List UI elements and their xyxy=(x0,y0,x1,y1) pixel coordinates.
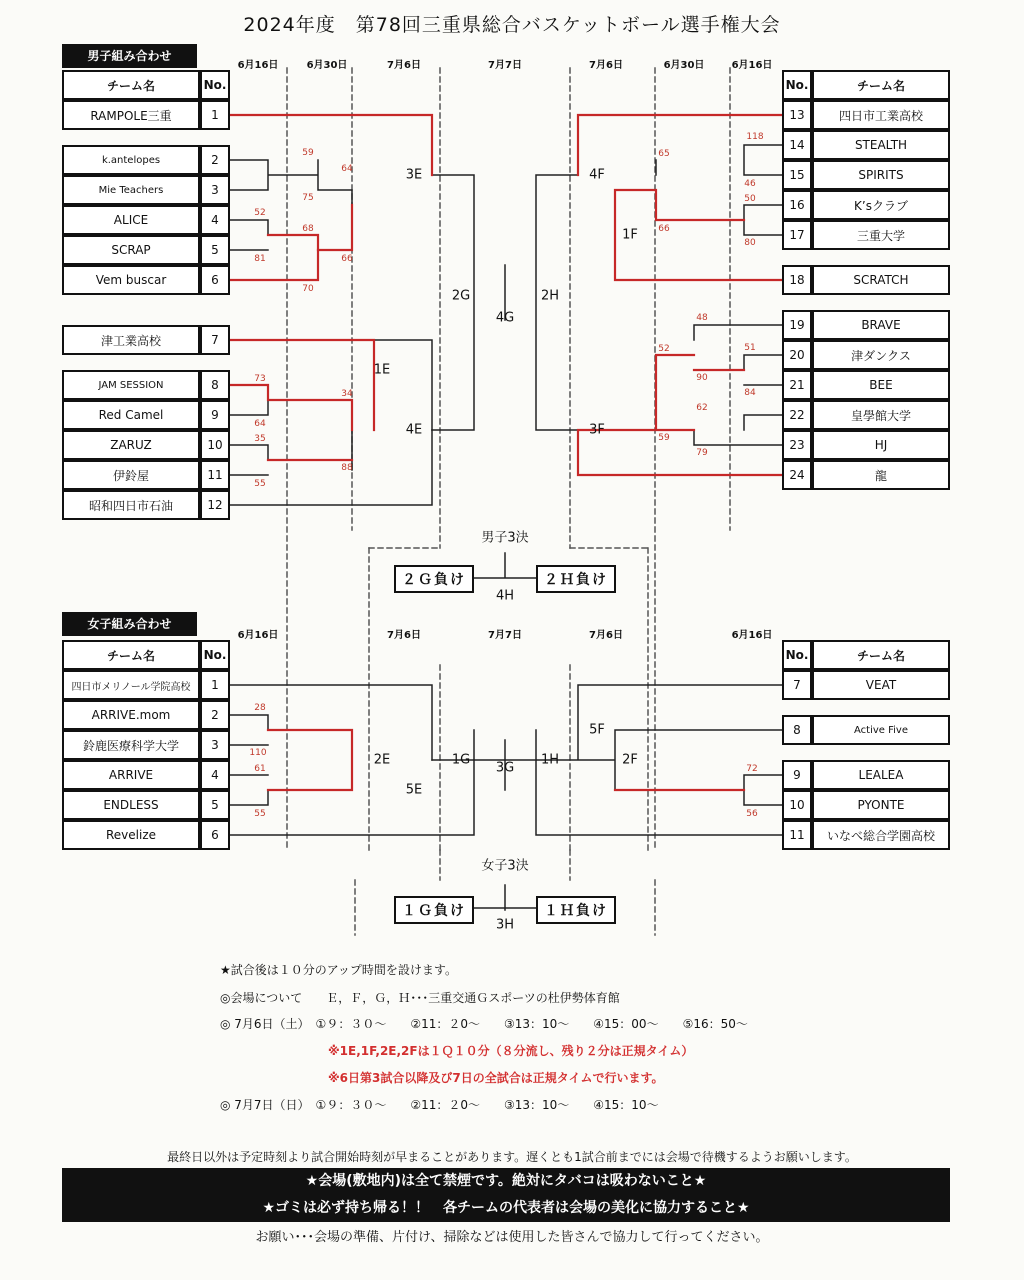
team-number: 22 xyxy=(782,400,812,430)
team-name: 津ダンクス xyxy=(812,340,950,370)
match-label: 4H xyxy=(495,588,515,604)
column-header-no: No. xyxy=(200,640,230,670)
team-name: 皇學館大学 xyxy=(812,400,950,430)
score: 65 xyxy=(658,149,670,159)
men-third-right-box: ２Ｈ負け xyxy=(536,565,616,593)
notice-early-start: 最終日以外は予定時刻より試合開始時刻が早まることがあります。遅くとも1試合前までには会場で待機するようお願いします。 xyxy=(167,1150,857,1164)
score: 34 xyxy=(341,389,353,399)
note-red-1: ※1E,1F,2E,2Fは１Ｑ１０分（８分流し、残り２分は正規タイム） xyxy=(328,1044,694,1058)
score: 59 xyxy=(302,148,314,158)
score: 66 xyxy=(341,254,353,264)
date-label: 7月6日 xyxy=(589,630,623,641)
team-number: 1 xyxy=(200,670,230,700)
match-label: 1E xyxy=(373,362,391,378)
team-name: JAM SESSION xyxy=(62,370,200,400)
score: 70 xyxy=(302,284,314,294)
match-label: 1H xyxy=(540,752,560,768)
team-name: LEALEA xyxy=(812,760,950,790)
team-number: 8 xyxy=(782,715,812,745)
score: 72 xyxy=(746,764,758,774)
match-label: 5E xyxy=(405,782,423,798)
date-label: 6月16日 xyxy=(731,60,773,71)
note-venue: ◎会場について Ｅ，Ｆ，Ｇ，Ｈ･･･三重交通Ｇスポーツの杜伊勢体育館 xyxy=(220,991,620,1005)
column-header-name: チーム名 xyxy=(62,640,200,670)
team-number: 3 xyxy=(200,730,230,760)
team-number: 12 xyxy=(200,490,230,520)
team-name: BEE xyxy=(812,370,950,400)
team-number: 9 xyxy=(782,760,812,790)
column-header-name: チーム名 xyxy=(812,640,950,670)
team-number: 11 xyxy=(200,460,230,490)
date-label: 7月6日 xyxy=(387,60,421,71)
women-third-left-box: １Ｇ負け xyxy=(394,896,474,924)
score: 75 xyxy=(302,193,314,203)
score: 79 xyxy=(696,448,708,458)
team-number: 9 xyxy=(200,400,230,430)
match-label: 4F xyxy=(589,167,605,183)
team-name: 龍 xyxy=(812,460,950,490)
team-name: ARRIVE xyxy=(62,760,200,790)
date-label: 7月7日 xyxy=(488,60,522,71)
team-name: ARRIVE.mom xyxy=(62,700,200,730)
team-name: 四日市メリノール学院高校 xyxy=(62,670,200,700)
team-number: 5 xyxy=(200,790,230,820)
team-number: 11 xyxy=(782,820,812,850)
date-label: 6月16日 xyxy=(731,630,773,641)
score: 81 xyxy=(254,254,266,264)
team-name: 伊鈴屋 xyxy=(62,460,200,490)
match-label: 3H xyxy=(495,917,515,933)
team-name: Vem buscar xyxy=(62,265,200,295)
men-section-header: 男子組み合わせ xyxy=(62,44,197,68)
score: 88 xyxy=(341,463,353,473)
request-line: お願い･･･会場の準備、片付け、掃除などは使用した皆さんで協力して行ってください。 xyxy=(255,1230,769,1245)
team-name: SCRATCH xyxy=(812,265,950,295)
team-number: 10 xyxy=(200,430,230,460)
team-number: 4 xyxy=(200,205,230,235)
team-number: 10 xyxy=(782,790,812,820)
score: 55 xyxy=(254,809,266,819)
date-label: 6月30日 xyxy=(663,60,705,71)
match-label: 5F xyxy=(589,722,605,738)
team-name: 昭和四日市石油 xyxy=(62,490,200,520)
score: 61 xyxy=(254,764,266,774)
women-section-header: 女子組み合わせ xyxy=(62,612,197,636)
team-number: 19 xyxy=(782,310,812,340)
rules-banner xyxy=(62,1168,950,1222)
men-third-place-title: 男子3決 xyxy=(481,530,529,546)
team-name: Active Five xyxy=(812,715,950,745)
team-number: 6 xyxy=(200,820,230,850)
team-name: Red Camel xyxy=(62,400,200,430)
team-name: いなべ総合学園高校 xyxy=(812,820,950,850)
men-third-left-box: ２Ｇ負け xyxy=(394,565,474,593)
column-header-name: チーム名 xyxy=(62,70,200,100)
score: 51 xyxy=(744,343,756,353)
team-name: ALICE xyxy=(62,205,200,235)
team-name: K’sクラブ xyxy=(812,190,950,220)
match-label: 2E xyxy=(373,752,391,768)
team-name: Revelize xyxy=(62,820,200,850)
score: 56 xyxy=(746,809,758,819)
note-july7-schedule: ◎ 7月7日（日） ①９：３０～ ②11：２0～ ③13：10～ ④15：10～ xyxy=(220,1098,659,1112)
team-name: 津工業高校 xyxy=(62,325,200,355)
date-label: 7月7日 xyxy=(488,630,522,641)
team-name: HJ xyxy=(812,430,950,460)
score: 52 xyxy=(254,208,266,218)
team-name: k.antelopes xyxy=(62,145,200,175)
team-number: 18 xyxy=(782,265,812,295)
team-number: 4 xyxy=(200,760,230,790)
date-label: 6月16日 xyxy=(237,630,279,641)
team-number: 21 xyxy=(782,370,812,400)
score: 59 xyxy=(658,433,670,443)
column-header-no: No. xyxy=(782,640,812,670)
team-name: Mie Teachers xyxy=(62,175,200,205)
team-number: 6 xyxy=(200,265,230,295)
note-warmup: ★試合後は１０分のアップ時間を設けます。 xyxy=(220,963,457,977)
score: 62 xyxy=(696,403,708,413)
score: 118 xyxy=(746,132,764,142)
score: 110 xyxy=(249,748,267,758)
page-title: 2024年度 第78回三重県総合バスケットボール選手権大会 xyxy=(243,14,781,36)
match-label: 2G xyxy=(451,288,471,304)
team-name: BRAVE xyxy=(812,310,950,340)
match-label: 2H xyxy=(540,288,560,304)
score: 52 xyxy=(658,344,670,354)
team-name: 四日市工業高校 xyxy=(812,100,950,130)
date-label: 6月30日 xyxy=(306,60,348,71)
team-name: ZARUZ xyxy=(62,430,200,460)
date-label: 7月6日 xyxy=(589,60,623,71)
match-label: 3F xyxy=(589,422,605,438)
team-number: 8 xyxy=(200,370,230,400)
score: 84 xyxy=(744,388,756,398)
date-label: 6月16日 xyxy=(237,60,279,71)
score: 50 xyxy=(744,194,756,204)
score: 90 xyxy=(696,373,708,383)
team-name: VEAT xyxy=(812,670,950,700)
match-label: 1F xyxy=(622,227,638,243)
team-number: 2 xyxy=(200,700,230,730)
team-name: RAMPOLE三重 xyxy=(62,100,200,130)
team-number: 5 xyxy=(200,235,230,265)
match-label: 4E xyxy=(405,422,423,438)
rules-banner-line2: ★ゴミは必ず持ち帰る！！ 各チームの代表者は会場の美化に協力すること★ xyxy=(262,1200,750,1216)
team-number: 15 xyxy=(782,160,812,190)
women-third-place-title: 女子3決 xyxy=(481,858,529,874)
rules-banner-line1: ★会場(敷地内)は全て禁煙です。絶対にタバコは吸わないこと★ xyxy=(305,1173,707,1189)
team-number: 14 xyxy=(782,130,812,160)
team-name: STEALTH xyxy=(812,130,950,160)
team-number: 23 xyxy=(782,430,812,460)
match-label: 3E xyxy=(405,167,423,183)
team-number: 1 xyxy=(200,100,230,130)
score: 55 xyxy=(254,479,266,489)
women-third-right-box: １Ｈ負け xyxy=(536,896,616,924)
match-label: 1G xyxy=(451,752,471,768)
score: 64 xyxy=(254,419,266,429)
team-name: SPIRITS xyxy=(812,160,950,190)
team-name: 三重大学 xyxy=(812,220,950,250)
score: 48 xyxy=(696,313,708,323)
team-name: 鈴鹿医療科学大学 xyxy=(62,730,200,760)
score: 66 xyxy=(658,224,670,234)
team-number: 2 xyxy=(200,145,230,175)
date-label: 7月6日 xyxy=(387,630,421,641)
match-label: 4G xyxy=(495,310,515,326)
team-number: 24 xyxy=(782,460,812,490)
team-name: ENDLESS xyxy=(62,790,200,820)
team-number: 20 xyxy=(782,340,812,370)
score: 46 xyxy=(744,179,756,189)
note-july6-schedule: ◎ 7月6日（土） ①９：３０～ ②11：２0～ ③13：10～ ④15：00～ ⑤16：50～ xyxy=(220,1017,748,1031)
note-red-2: ※6日第3試合以降及び7日の全試合は正規タイムで行います。 xyxy=(328,1071,664,1085)
team-number: 17 xyxy=(782,220,812,250)
team-name: SCRAP xyxy=(62,235,200,265)
score: 28 xyxy=(254,703,266,713)
score: 64 xyxy=(341,164,353,174)
team-number: 7 xyxy=(782,670,812,700)
match-label: 2F xyxy=(622,752,638,768)
team-number: 7 xyxy=(200,325,230,355)
team-name: PYONTE xyxy=(812,790,950,820)
column-header-name: チーム名 xyxy=(812,70,950,100)
column-header-no: No. xyxy=(782,70,812,100)
score: 68 xyxy=(302,224,314,234)
team-number: 13 xyxy=(782,100,812,130)
score: 35 xyxy=(254,434,266,444)
score: 80 xyxy=(744,238,756,248)
team-number: 16 xyxy=(782,190,812,220)
column-header-no: No. xyxy=(200,70,230,100)
team-number: 3 xyxy=(200,175,230,205)
score: 73 xyxy=(254,374,266,384)
match-label: 3G xyxy=(495,760,515,776)
